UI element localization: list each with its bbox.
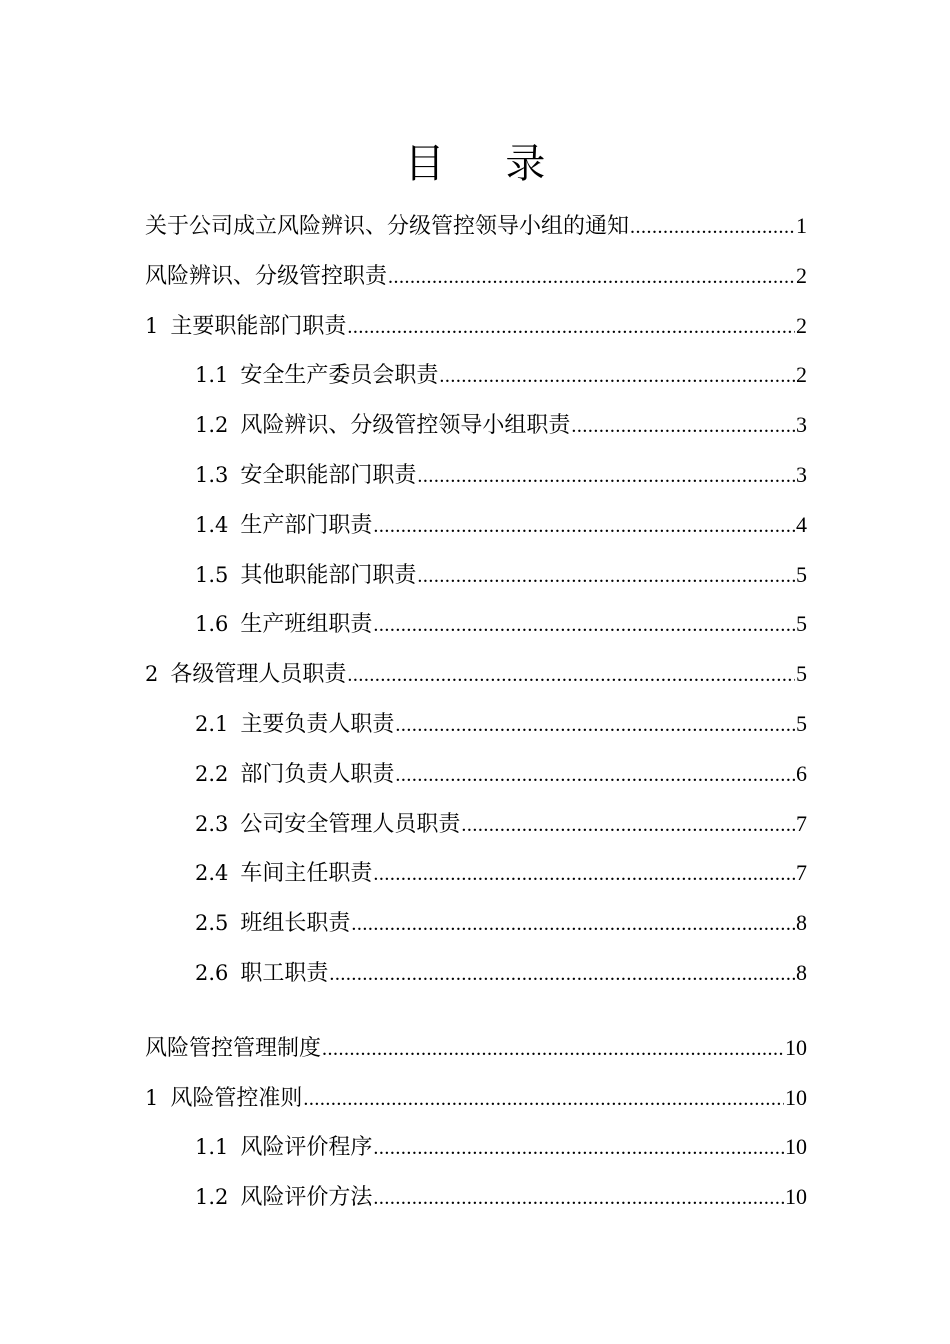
toc-entry-title: 职工职责 (240, 960, 329, 986)
toc-entry-title: 风险辨识、分级管控领导小组职责 (240, 413, 571, 439)
toc-dot-leader (395, 751, 795, 799)
toc-entry-page-number: 2 (796, 312, 807, 338)
toc-entry[interactable] (195, 799, 807, 849)
toc-entry-title: 风险管控准则 (170, 1085, 303, 1111)
toc-entry-title: 主要职能部门职责 (170, 313, 347, 339)
toc-entry-page-number: 5 (796, 710, 807, 736)
toc-dot-leader (461, 801, 795, 849)
toc-entry-page-number: 5 (796, 561, 807, 587)
toc-entry-number: 2.2 (195, 761, 229, 786)
toc-dot-leader (395, 701, 795, 749)
toc-entry[interactable] (145, 1073, 807, 1123)
toc-entry-title: 其他职能部门职责 (240, 562, 417, 588)
toc-entry-page-number: 2 (796, 262, 807, 288)
toc-dot-leader (630, 203, 795, 251)
toc-entry-title: 风险评价方法 (240, 1185, 373, 1211)
toc-entry-title: 生产部门职责 (240, 512, 373, 538)
toc-entry[interactable] (195, 848, 807, 898)
toc-entry-page-number: 6 (796, 760, 807, 786)
toc-entry[interactable] (145, 301, 807, 351)
toc-entry-number: 1 (145, 1085, 159, 1110)
toc-dot-leader (439, 352, 795, 400)
toc-entry-number: 2.4 (195, 861, 229, 886)
toc-title: 目 录 (404, 141, 570, 187)
toc-entry-number: 1.4 (195, 512, 229, 537)
toc-entry[interactable] (195, 500, 807, 550)
toc-entry[interactable] (195, 550, 807, 600)
toc-entry-number: 2.5 (195, 911, 229, 936)
toc-entry-page-number: 10 (785, 1084, 807, 1110)
toc-entry-page-number: 10 (785, 1134, 807, 1160)
toc-entry-number: 1.5 (195, 562, 229, 587)
toc-entry-title: 安全生产委员会职责 (240, 363, 439, 389)
toc-entry[interactable] (195, 599, 807, 649)
toc-entry-title: 公司安全管理人员职责 (240, 811, 461, 837)
toc-entry-title: 主要负责人职责 (240, 711, 395, 737)
toc-dot-leader (373, 502, 795, 550)
toc-dot-leader (373, 850, 795, 898)
toc-entry-number: 2.6 (195, 960, 229, 985)
toc-dot-leader (417, 452, 795, 500)
toc-entry[interactable] (145, 201, 807, 251)
toc-entry-number: 2.3 (195, 811, 229, 836)
toc-list (0, 201, 950, 1222)
toc-entry-page-number: 10 (785, 1034, 807, 1060)
toc-entry[interactable] (145, 649, 807, 699)
toc-entry-page-number: 10 (785, 1184, 807, 1210)
toc-dot-leader (571, 402, 795, 450)
toc-entry[interactable] (195, 898, 807, 948)
toc-entry-page-number: 3 (796, 412, 807, 438)
toc-entry-page-number: 5 (796, 661, 807, 687)
toc-entry[interactable] (195, 699, 807, 749)
toc-entry-number: 1.3 (195, 462, 229, 487)
toc-entry-page-number: 3 (796, 461, 807, 487)
toc-entry-title: 风险评价程序 (240, 1135, 373, 1161)
toc-entry[interactable] (145, 251, 807, 301)
toc-dot-leader (417, 552, 795, 600)
toc-entry-title: 各级管理人员职责 (170, 662, 347, 688)
toc-entry[interactable] (195, 450, 807, 500)
toc-entry-title: 部门负责人职责 (240, 761, 395, 787)
toc-entry-page-number: 5 (796, 611, 807, 637)
toc-entry-title: 安全职能部门职责 (240, 462, 417, 488)
toc-entry-page-number: 1 (796, 213, 807, 238)
toc-entry-title: 风险辨识、分级管控职责 (145, 263, 388, 289)
toc-entry-page-number: 4 (796, 511, 807, 537)
toc-dot-leader (347, 303, 795, 351)
toc-entry-page-number: 8 (796, 959, 807, 985)
toc-entry-number: 1.2 (195, 413, 229, 438)
toc-entry-title: 关于公司成立风险辨识、分级管控领导小组的通知 (145, 214, 630, 239)
toc-dot-leader (373, 1174, 784, 1222)
toc-entry-number: 1 (145, 313, 159, 338)
toc-entry[interactable] (195, 1172, 807, 1222)
toc-entry-page-number: 8 (796, 910, 807, 936)
toc-entry-number: 1.6 (195, 612, 229, 637)
toc-entry-title: 班组长职责 (240, 911, 351, 937)
toc-entry[interactable] (195, 1122, 807, 1172)
toc-entry-page-number: 7 (796, 860, 807, 886)
toc-entry[interactable] (145, 1023, 807, 1073)
toc-dot-leader (388, 253, 795, 301)
toc-entry[interactable] (195, 948, 807, 998)
toc-dot-leader (351, 900, 795, 948)
toc-entry-number: 1.1 (195, 363, 229, 388)
toc-entry[interactable] (195, 749, 807, 799)
toc-entry-title: 风险管控管理制度 (145, 1035, 322, 1061)
toc-entry-number: 2 (145, 662, 159, 687)
toc-dot-leader (303, 1075, 784, 1123)
toc-dot-leader (347, 651, 795, 699)
toc-entry-number: 1.1 (195, 1135, 229, 1160)
toc-entry[interactable] (195, 350, 807, 400)
toc-entry-page-number: 2 (796, 362, 807, 388)
toc-entry[interactable] (195, 400, 807, 450)
toc-entry-title: 生产班组职责 (240, 612, 373, 638)
toc-entry-page-number: 7 (796, 810, 807, 836)
toc-dot-leader (373, 1124, 784, 1172)
toc-entry-title: 车间主任职责 (240, 861, 373, 887)
toc-entry-number: 2.1 (195, 711, 229, 736)
toc-dot-leader (329, 950, 795, 998)
toc-dot-leader (322, 1025, 784, 1073)
toc-entry-number: 1.2 (195, 1185, 229, 1210)
toc-dot-leader (373, 601, 795, 649)
